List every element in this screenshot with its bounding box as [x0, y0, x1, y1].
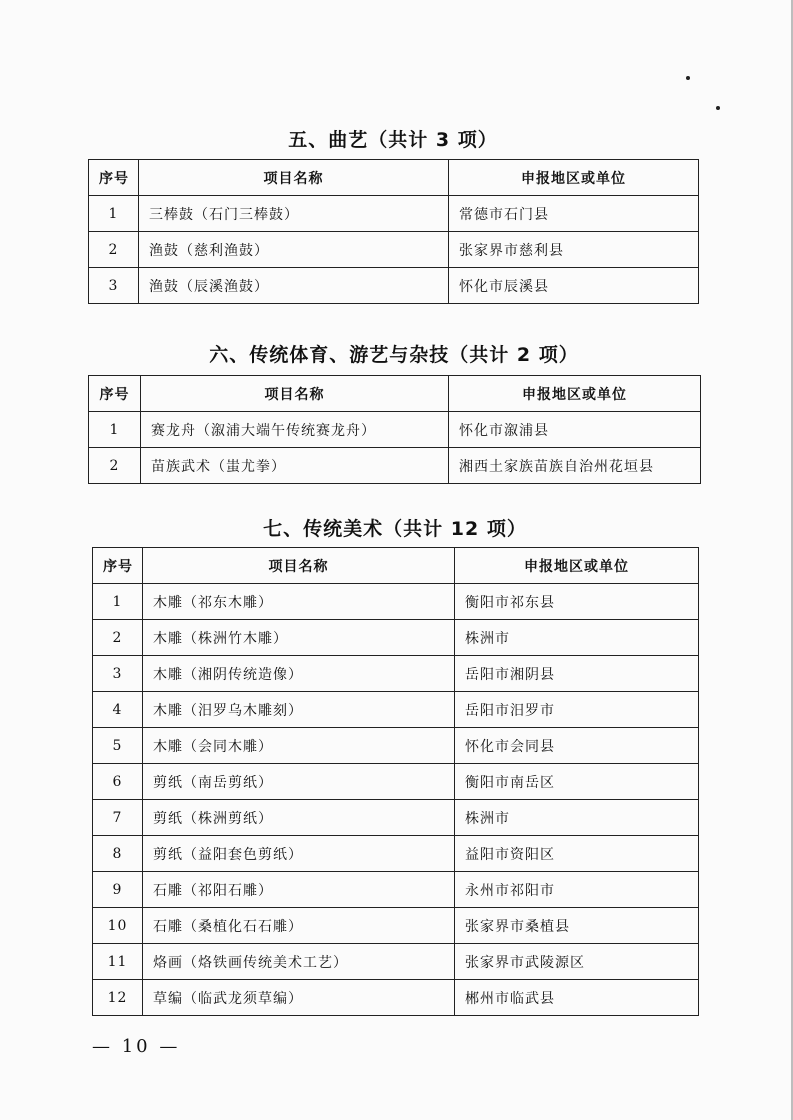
table-row [93, 800, 699, 836]
row-project: 剪纸（益阳套色剪纸） [143, 836, 455, 872]
row-region: 怀化市辰溪县 [449, 268, 699, 304]
page-number: — 10 — [92, 1036, 181, 1057]
section-arts-table [92, 547, 699, 1016]
section-quyi-title [88, 125, 698, 152]
section-title: 五、曲艺（共计 3 项） [288, 129, 498, 151]
col-header-name: 项目名称 [139, 160, 449, 196]
row-project: 烙画（烙铁画传统美术工艺） [143, 944, 455, 980]
table-row [89, 196, 699, 232]
row-project: 木雕（株洲竹木雕） [143, 620, 455, 656]
row-project: 赛龙舟（溆浦大端午传统赛龙舟） [141, 412, 449, 448]
row-index: 7 [93, 800, 143, 836]
row-project: 草编（临武龙须草编） [143, 980, 455, 1016]
table-row [93, 944, 699, 980]
row-region: 益阳市资阳区 [455, 836, 699, 872]
table-row [93, 692, 699, 728]
row-project: 渔鼓（慈利渔鼓） [139, 232, 449, 268]
row-project: 木雕（会同木雕） [143, 728, 455, 764]
table-row [89, 412, 701, 448]
row-project: 木雕（祁东木雕） [143, 584, 455, 620]
section-sports-table [88, 375, 701, 484]
table-row [93, 980, 699, 1016]
row-index: 2 [93, 620, 143, 656]
section-title: 七、传统美术（共计 12 项） [263, 518, 527, 540]
row-region: 株洲市 [455, 800, 699, 836]
row-project: 木雕（湘阴传统造像） [143, 656, 455, 692]
table-row [89, 268, 699, 304]
scan-mark [716, 106, 720, 110]
table-row [93, 620, 699, 656]
row-region: 怀化市溆浦县 [449, 412, 701, 448]
row-index: 5 [93, 728, 143, 764]
row-index: 11 [93, 944, 143, 980]
row-region: 岳阳市汨罗市 [455, 692, 699, 728]
scan-mark [686, 76, 690, 80]
row-index: 4 [93, 692, 143, 728]
section-quyi-table [88, 159, 699, 304]
table-row [93, 584, 699, 620]
section-sports-title [88, 340, 700, 367]
table-row [89, 448, 701, 484]
col-header-name: 项目名称 [143, 548, 455, 584]
row-index: 1 [93, 584, 143, 620]
row-project: 木雕（汨罗乌木雕刻） [143, 692, 455, 728]
col-header-index: 序号 [93, 548, 143, 584]
row-index: 8 [93, 836, 143, 872]
row-region: 张家界市慈利县 [449, 232, 699, 268]
row-project: 剪纸（株洲剪纸） [143, 800, 455, 836]
row-index: 10 [93, 908, 143, 944]
col-header-index: 序号 [89, 376, 141, 412]
row-project: 三棒鼓（石门三棒鼓） [139, 196, 449, 232]
row-region: 衡阳市南岳区 [455, 764, 699, 800]
row-index: 1 [89, 412, 141, 448]
row-region: 岳阳市湘阴县 [455, 656, 699, 692]
col-header-index: 序号 [89, 160, 139, 196]
table-header-row [93, 548, 699, 584]
row-region: 湘西土家族苗族自治州花垣县 [449, 448, 701, 484]
row-project: 剪纸（南岳剪纸） [143, 764, 455, 800]
section-title: 六、传统体育、游艺与杂技（共计 2 项） [209, 344, 579, 366]
table-row [93, 764, 699, 800]
table-row [93, 908, 699, 944]
row-region: 张家界市武陵源区 [455, 944, 699, 980]
table-row [93, 872, 699, 908]
table-row [93, 728, 699, 764]
row-index: 3 [93, 656, 143, 692]
section-arts-title [92, 514, 698, 541]
row-region: 张家界市桑植县 [455, 908, 699, 944]
table-header-row [89, 160, 699, 196]
row-region: 永州市祁阳市 [455, 872, 699, 908]
row-region: 怀化市会同县 [455, 728, 699, 764]
row-project: 石雕（桑植化石石雕） [143, 908, 455, 944]
row-index: 2 [89, 448, 141, 484]
row-index: 9 [93, 872, 143, 908]
col-header-region: 申报地区或单位 [449, 160, 699, 196]
table-row [89, 232, 699, 268]
row-region: 常德市石门县 [449, 196, 699, 232]
row-index: 12 [93, 980, 143, 1016]
row-project: 石雕（祁阳石雕） [143, 872, 455, 908]
col-header-region: 申报地区或单位 [455, 548, 699, 584]
table-row [93, 836, 699, 872]
row-project: 渔鼓（辰溪渔鼓） [139, 268, 449, 304]
row-index: 1 [89, 196, 139, 232]
row-project: 苗族武术（蚩尤拳） [141, 448, 449, 484]
row-region: 株洲市 [455, 620, 699, 656]
row-index: 3 [89, 268, 139, 304]
col-header-region: 申报地区或单位 [449, 376, 701, 412]
table-row [93, 656, 699, 692]
col-header-name: 项目名称 [141, 376, 449, 412]
row-region: 衡阳市祁东县 [455, 584, 699, 620]
row-index: 2 [89, 232, 139, 268]
row-region: 郴州市临武县 [455, 980, 699, 1016]
row-index: 6 [93, 764, 143, 800]
table-header-row [89, 376, 701, 412]
